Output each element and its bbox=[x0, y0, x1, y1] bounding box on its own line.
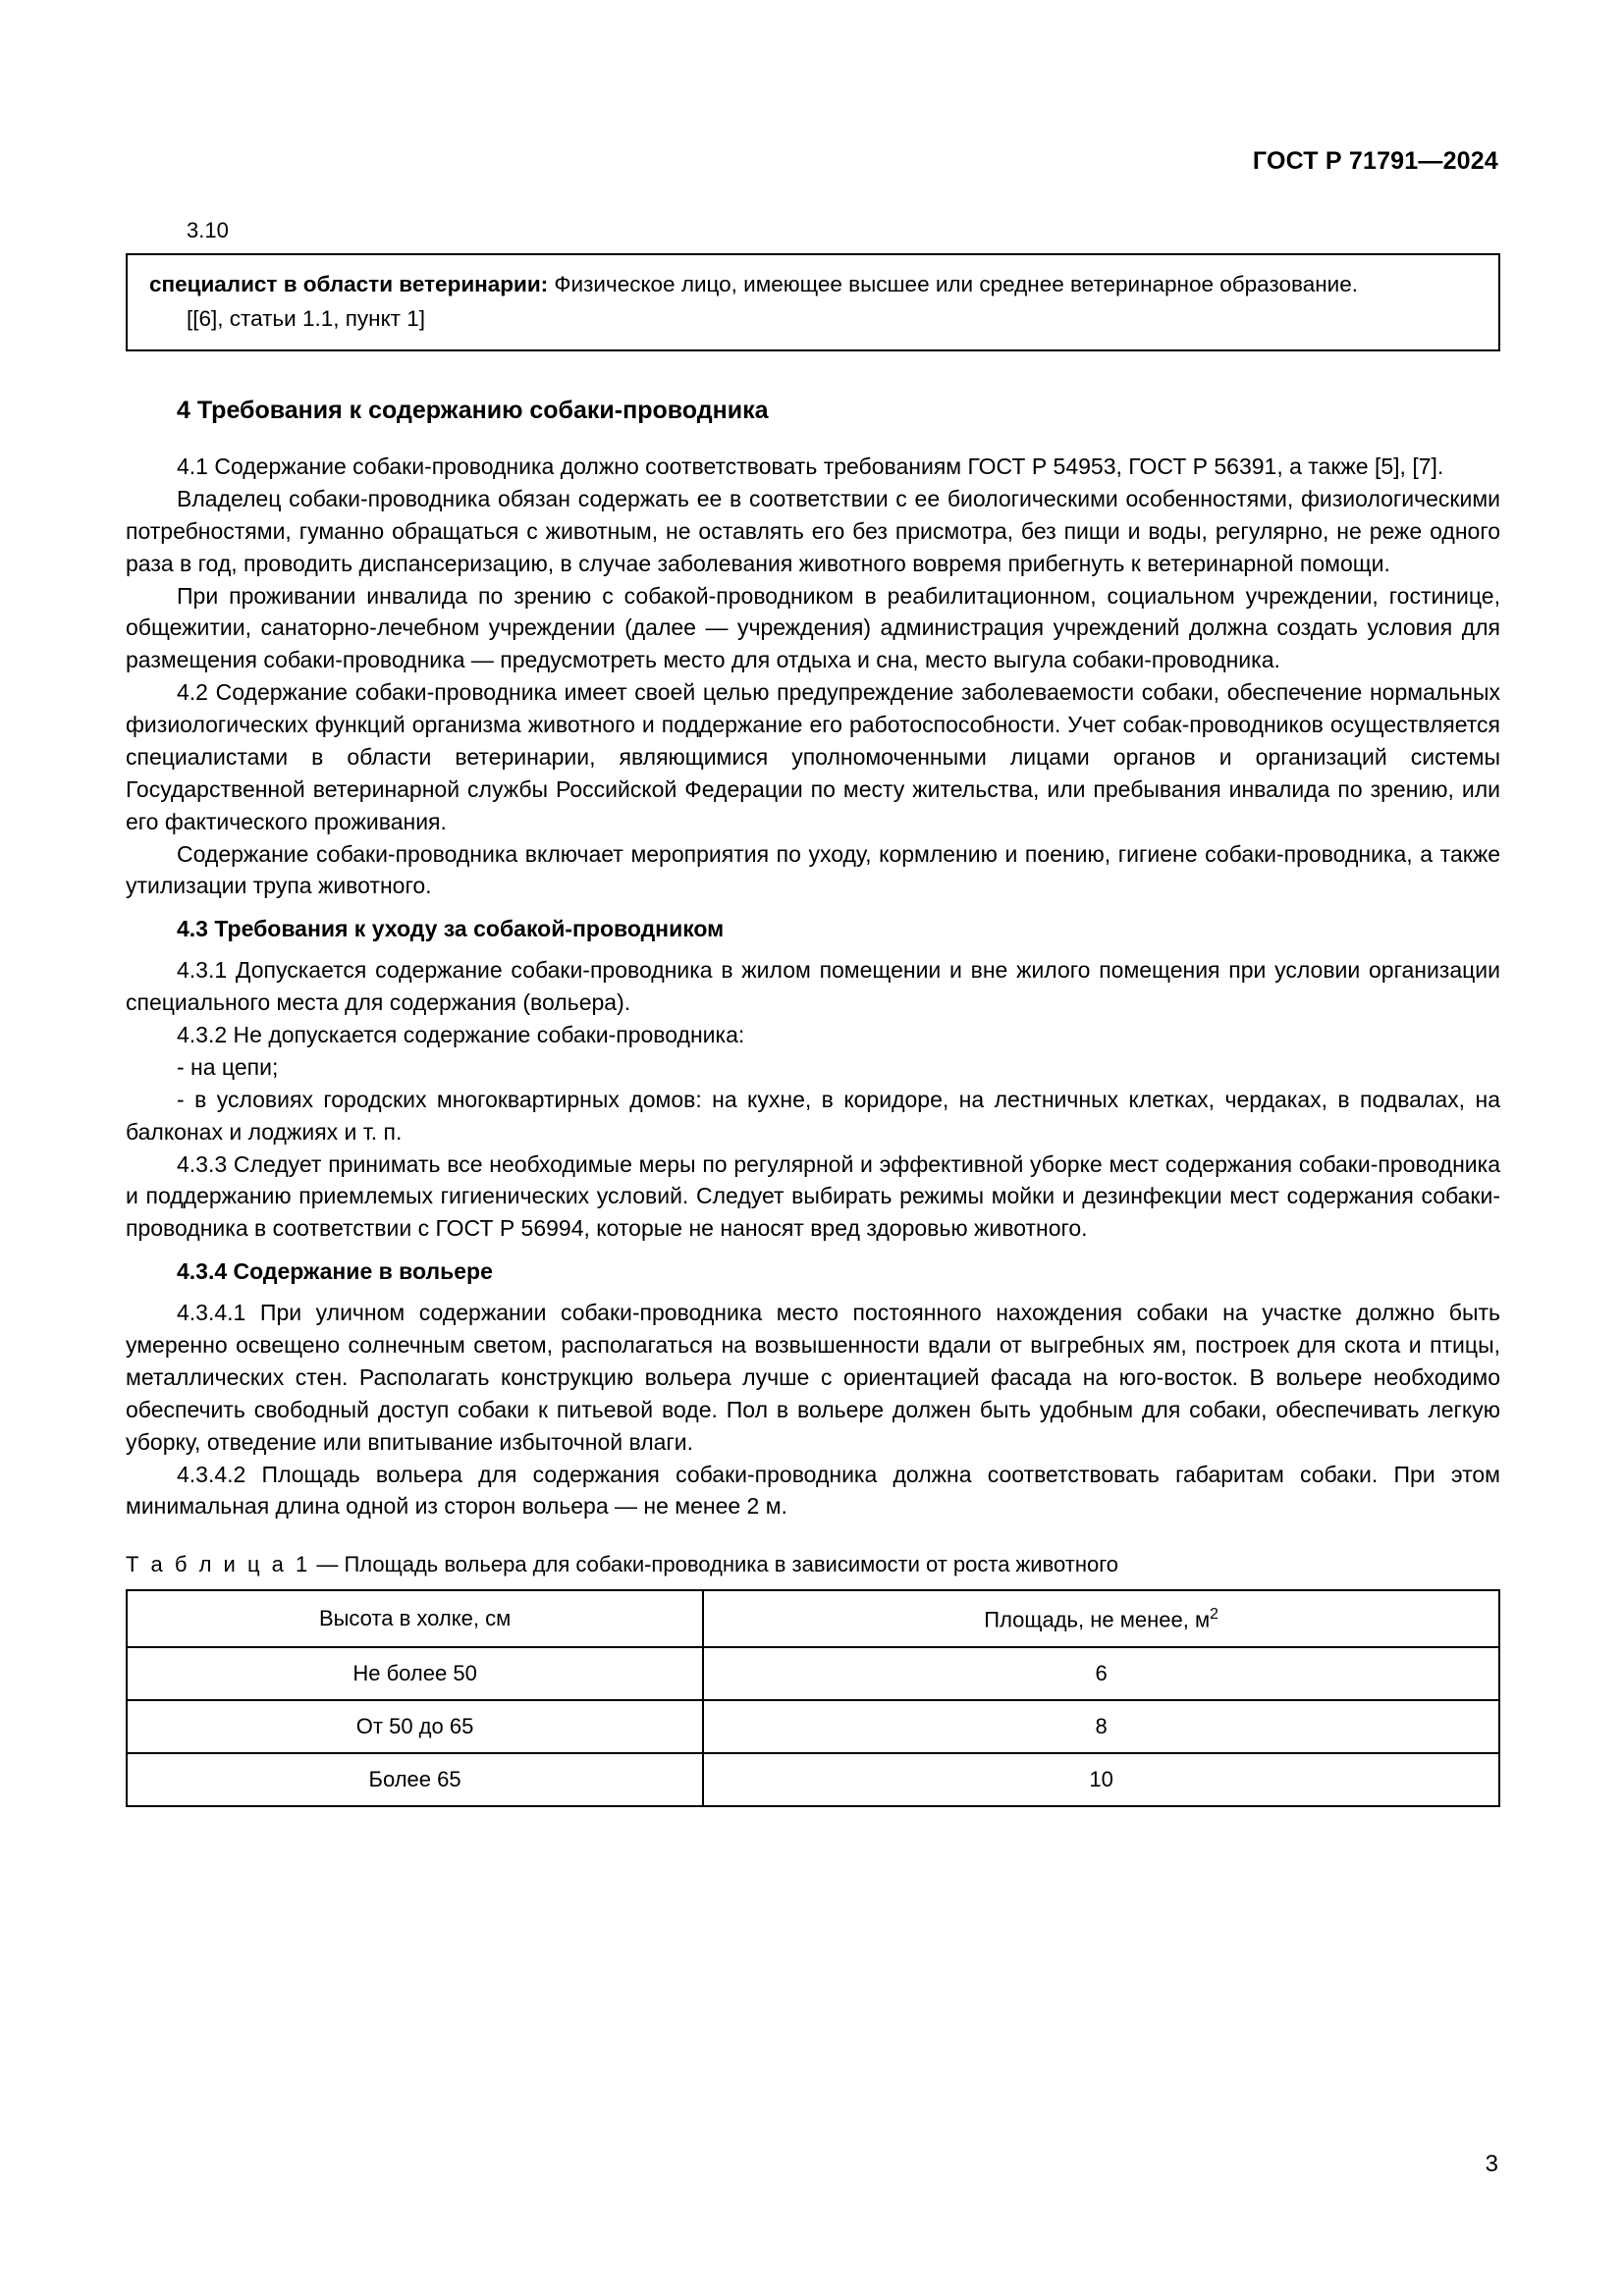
table-caption-label: Т а б л и ц а 1 bbox=[126, 1552, 311, 1577]
table-cell-height: Не более 50 bbox=[127, 1647, 703, 1700]
table-header-area: Площадь, не менее, $м^2$ bbox=[703, 1590, 1499, 1647]
paragraph-4-1: 4.1 Содержание собаки-проводника должно соответствовать требованиям ГОСТ Р 54953, ГОСТ Р 56391, а также [5], [7]. bbox=[177, 454, 1444, 480]
table-row bbox=[127, 1753, 1499, 1806]
section-title: 4 Требования к содержанию собаки-проводника bbox=[177, 397, 769, 425]
table-cell-area: 8 bbox=[703, 1700, 1499, 1753]
paragraph-4-3-4-1: 4.3.4.1 При уличном содержании собаки-проводника место постоянного нахождения собаки на участке должно быть умеренно освещено солнечным светом, располагаться на возвышенности вдали от выгребных ям, построек для скота и птицы, металлических стен. Располагать конструкцию вольера лучше с ориентацией фасада на юго-восток. В вольере необходимо обеспечить свободный доступ собаки к питьевой воде. Пол в вольере должен быть удобным для собаки, обеспечивать легкую уборку, отведение или впитывание избыточной влаги. bbox=[126, 1300, 1500, 1455]
table-cell-height: Более 65 bbox=[127, 1753, 703, 1806]
definition-source: [[6], статьи 1.1, пункт 1] bbox=[187, 306, 425, 332]
table-cell-area: 10 bbox=[703, 1753, 1499, 1806]
list-item-chain: - на цепи; bbox=[177, 1053, 279, 1080]
definition-paragraph bbox=[149, 269, 1479, 299]
paragraph-4-2: 4.2 Содержание собаки-проводника имеет своей целью предупреждение заболеваемости собаки, обеспечение нормальных физиологических функций организма животного и поддержание его работоспособности. Учет собак-проводников осуществляется специалистами в области ветеринарии, являющимися уполномоченными лицами органов и организаций системы Государственной ветеринарной службы Российской Федерации по месту жительства, или пребывания инвалида по зрению, или его фактического проживания. bbox=[126, 679, 1500, 834]
definition-term: специалист в области ветеринарии: bbox=[149, 272, 549, 296]
table-header-row bbox=[127, 1590, 1499, 1647]
subsection-title-4-3-4: 4.3.4 Содержание в вольере bbox=[177, 1258, 493, 1285]
clause-number: 3.10 bbox=[187, 218, 229, 242]
page-number: 3 bbox=[1485, 2151, 1498, 2177]
enclosure-area-table bbox=[126, 1589, 1500, 1807]
table-cell-area: 6 bbox=[703, 1647, 1499, 1700]
paragraph-4-3-4-2: 4.3.4.2 Площадь вольера для содержания собаки-проводника должна соответствовать габаритам собаки. При этом минимальная длина одной из сторон вольера — не менее 2 м. bbox=[126, 1461, 1500, 1520]
paragraph-4-3-3: 4.3.3 Следует принимать все необходимые меры по регулярной и эффективной уборке мест содержания собаки-проводника и поддержанию приемлемых гигиенических условий. Следует выбирать режимы мойки и дезинфекции мест содержания собаки-проводника в соответствии с ГОСТ Р 56994, которые не наносят вред здоровью животного. bbox=[126, 1150, 1500, 1242]
table-caption-text: — Площадь вольера для собаки-проводника в зависимости от роста животного bbox=[310, 1552, 1118, 1577]
definition-box bbox=[126, 253, 1500, 351]
paragraph-4-3-2: 4.3.2 Не допускается содержание собаки-проводника: bbox=[177, 1022, 745, 1048]
paragraph-maintenance-scope: Содержание собаки-проводника включает мероприятия по уходу, кормлению и поению, гигиене собаки-проводника, а также утилизации трупа животного. bbox=[126, 840, 1500, 899]
table-row bbox=[127, 1647, 1499, 1700]
page-header-standard-id: ГОСТ Р 71791—2024 bbox=[1252, 147, 1498, 175]
table-cell-height: От 50 до 65 bbox=[127, 1700, 703, 1753]
list-item-apartment: - в условиях городских многоквартирных домов: на кухне, в коридоре, на лестничных клетках, чердаках, в подвалах, на балконах и лоджиях и т. п. bbox=[126, 1086, 1500, 1145]
table-row bbox=[127, 1700, 1499, 1753]
definition-text: Физическое лицо, имеющее высшее или среднее ветеринарное образование. bbox=[548, 272, 1358, 296]
table-caption bbox=[126, 1552, 1500, 1577]
paragraph-4-3-1: 4.3.1 Допускается содержание собаки-проводника в жилом помещении и вне жилого помещения при условии организации специального места для содержания (вольера). bbox=[126, 957, 1500, 1016]
paragraph-owner-duties: Владелец собаки-проводника обязан содержать ее в соответствии с ее биологическими особенностями, физиологическими потребностями, гуманно обращаться с животным, не оставлять его без присмотра, без пищи и воды, регулярно, не реже одного раза в год, проводить диспансеризацию, в случае заболевания животного вовремя прибегнуть к ветеринарной помощи. bbox=[126, 485, 1500, 576]
paragraph-accommodation: При проживании инвалида по зрению с собакой-проводником в реабилитационном, социальном учреждении, гостинице, общежитии, санаторно-лечебном учреждении (далее — учреждения) администрация учреждений должна создать условия для размещения собаки-проводника — предусмотреть место для отдыха и сна, место выгула собаки-проводника. bbox=[126, 582, 1500, 673]
table-header-height: Высота в холке, см bbox=[127, 1590, 703, 1647]
page-content bbox=[126, 218, 1500, 1807]
subsection-title-4-3: 4.3 Требования к уходу за собакой-проводником bbox=[177, 916, 725, 942]
